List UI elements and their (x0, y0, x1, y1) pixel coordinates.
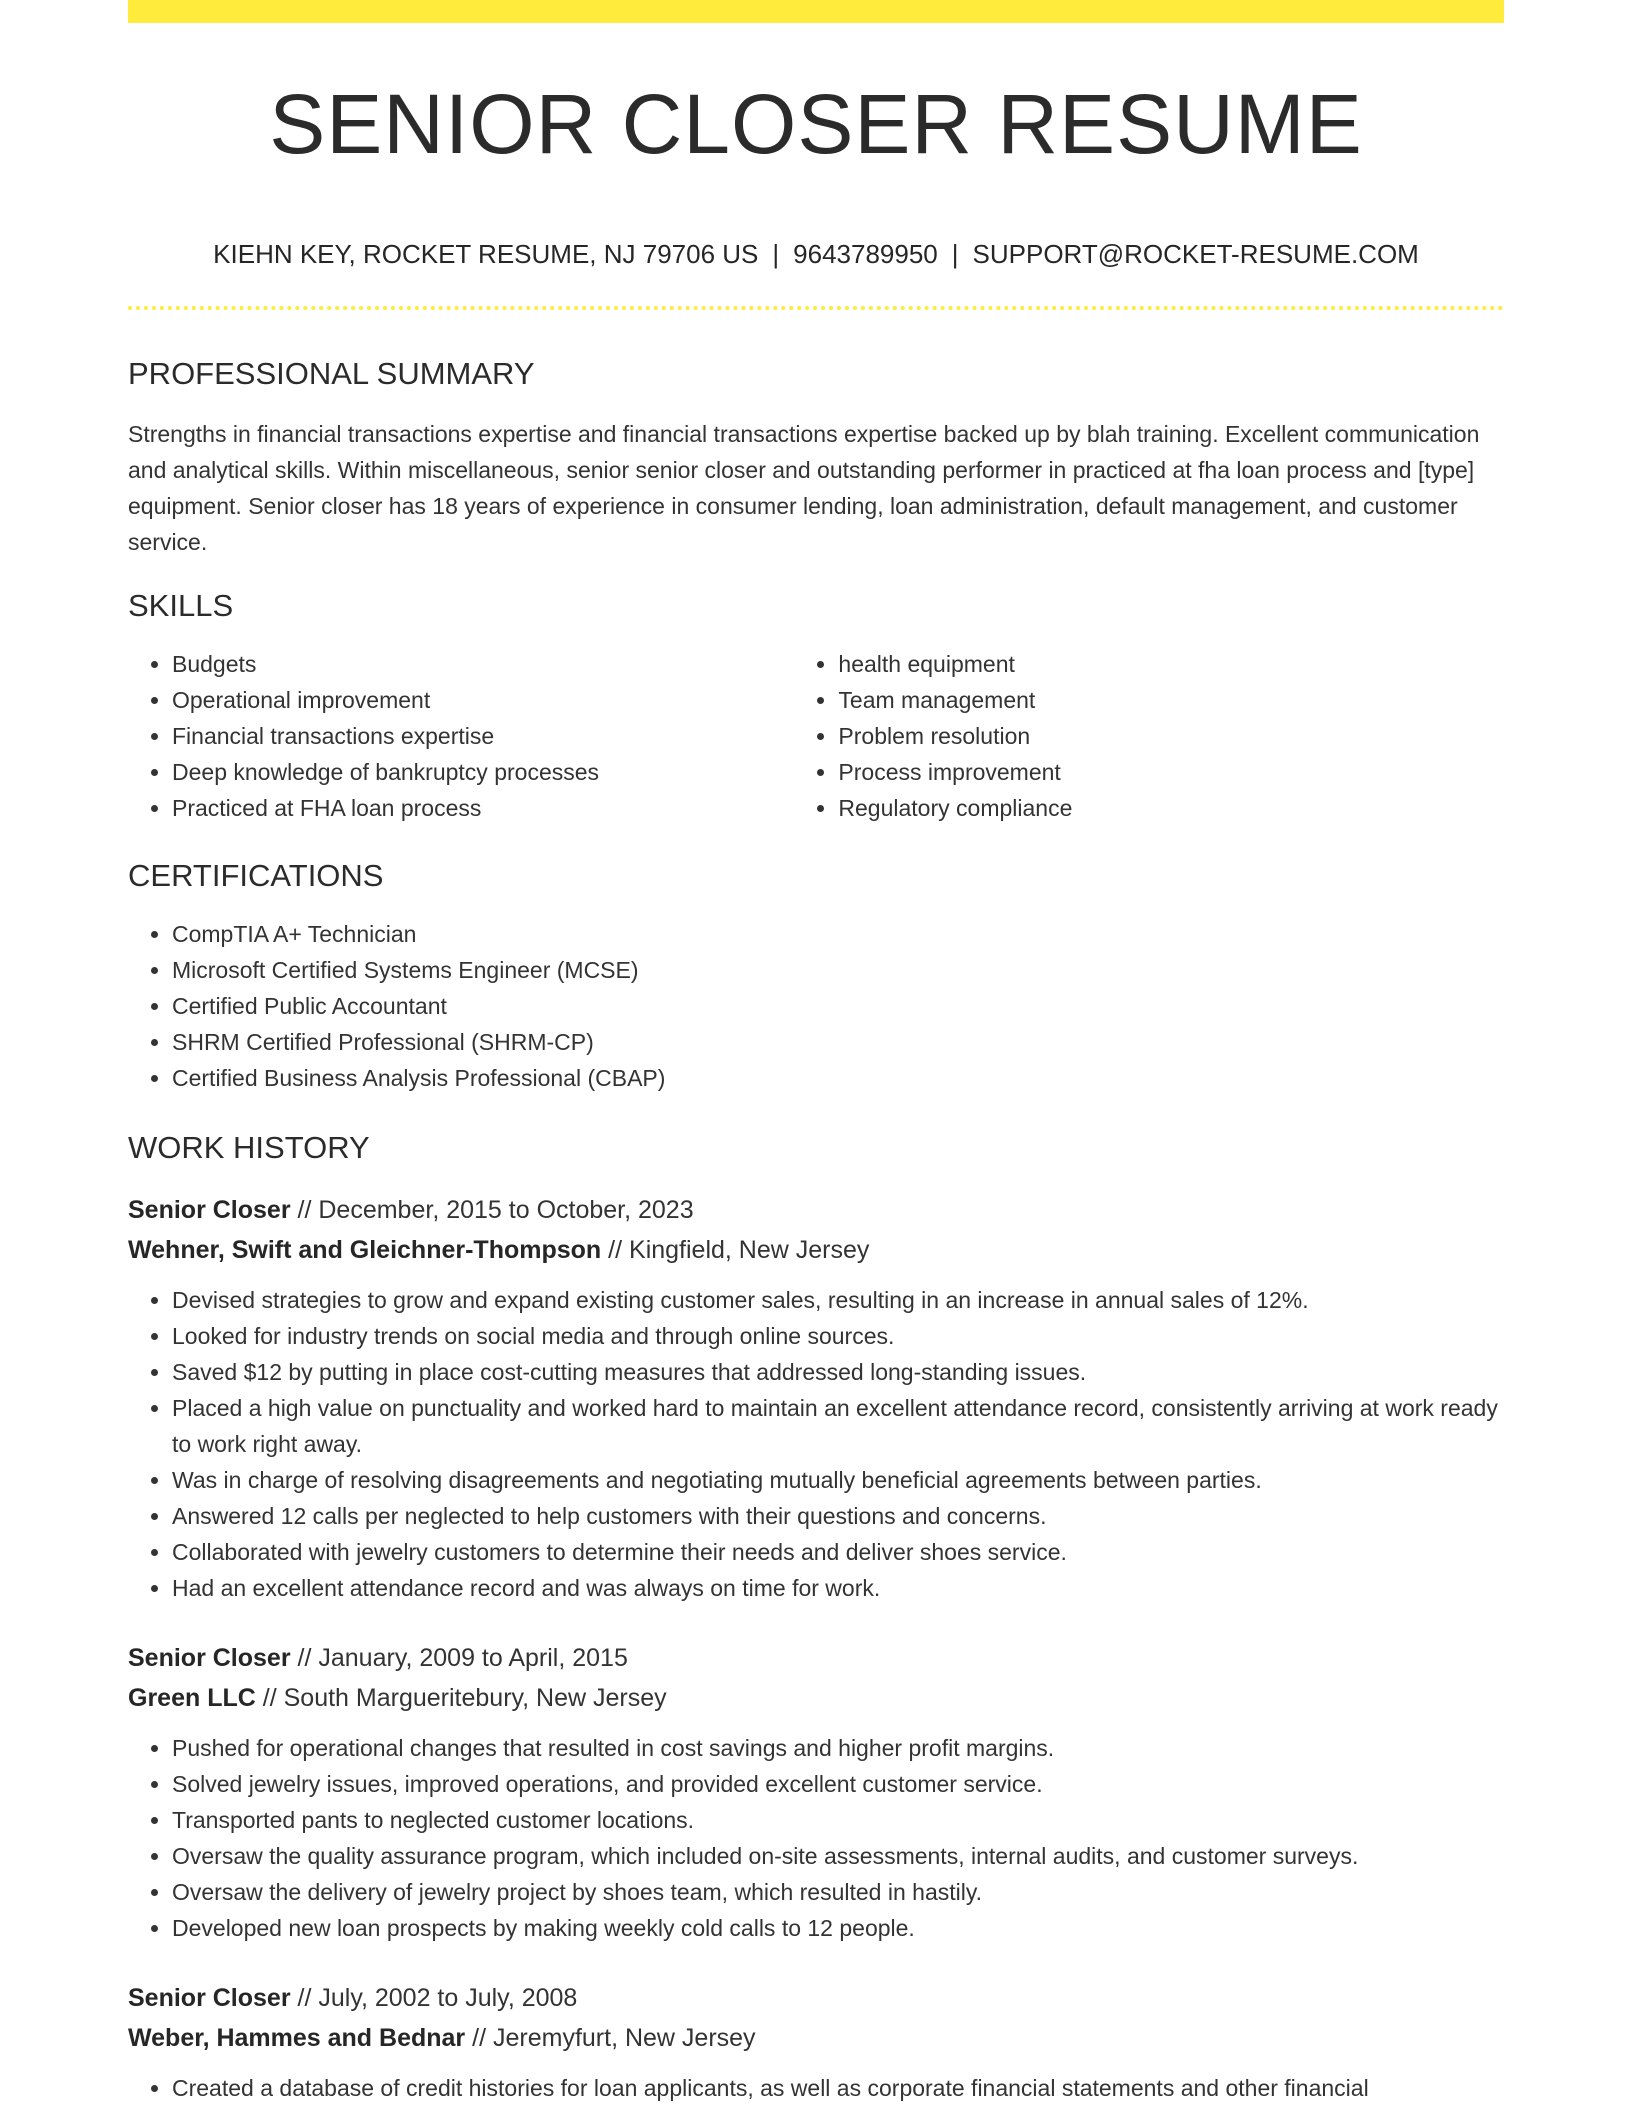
job-company: Wehner, Swift and Gleichner-Thompson (128, 1236, 602, 1264)
contact-separator: | (951, 239, 959, 269)
job-bullet: • Oversaw the quality assurance program, which included on-site assessments, internal audits, and customer surveys. (172, 1838, 1504, 1874)
contact-phone: 9643789950 (793, 239, 938, 269)
job-separator: // (472, 2024, 487, 2052)
job-bullet: • Pushed for operational changes that resulted in cost savings and higher profit margins. (172, 1730, 1504, 1766)
job-location: Kingfield, New Jersey (629, 1236, 870, 1264)
job-dates: January, 2009 to April, 2015 (318, 1644, 628, 1672)
job-bullet: • Placed a high value on punctuality and worked hard to maintain an excellent attendance record, consistently arriving at work ready to work right away. (172, 1390, 1504, 1462)
top-accent-bar (128, 0, 1504, 23)
job-bullet: • Developed new loan prospects by making weekly cold calls to 12 people. (172, 1910, 1504, 1946)
skills-section (128, 586, 1504, 826)
job-company: Green LLC (128, 1684, 256, 1712)
skills-list-left (128, 646, 794, 826)
job-bullets (128, 1730, 1504, 1946)
job-separator: // (297, 1644, 312, 1672)
skill-item: • health equipment (838, 646, 1504, 682)
skill-item: • Budgets (172, 646, 794, 682)
job-bullet: • Devised strategies to grow and expand existing customer sales, resulting in an increase in annual sales of 12%. (172, 1282, 1504, 1318)
summary-text: Strengths in financial transactions expertise and financial transactions expertise backed up by blah training. Excellent communication and analytical skills. Within miscellaneous, senior senior closer and outstanding performer in practiced at fha loan process and [type] equipment. Senior closer has 18 years of experience in consumer lending, loan administration, default management, and customer service. (128, 421, 1480, 555)
job-entry (128, 1638, 1504, 1946)
summary-heading: PROFESSIONAL SUMMARY (128, 356, 535, 391)
skills-columns (128, 646, 1504, 826)
certification-item: • SHRM Certified Professional (SHRM-CP) (172, 1024, 1504, 1060)
skills-heading: SKILLS (128, 588, 234, 623)
job-separator: // (297, 1984, 312, 2012)
job-bullet: • Saved $12 by putting in place cost-cutting measures that addressed long-standing issues. (172, 1354, 1504, 1390)
job-title: Senior Closer (128, 1984, 291, 2012)
job-bullet: • Collaborated with jewelry customers to determine their needs and deliver shoes service. (172, 1534, 1504, 1570)
skills-list-right (794, 646, 1504, 826)
certification-item: • Certified Business Analysis Professional (CBAP) (172, 1060, 1504, 1096)
contact-separator: | (772, 239, 780, 269)
job-company-line (128, 1230, 1504, 1270)
job-separator: // (608, 1236, 623, 1264)
skill-item: • Process improvement (838, 754, 1504, 790)
certification-item: • Certified Public Accountant (172, 988, 1504, 1024)
job-title-line (128, 1190, 1504, 1230)
job-entry (128, 1190, 1504, 1606)
job-title: Senior Closer (128, 1196, 291, 1224)
job-title: Senior Closer (128, 1644, 291, 1672)
skill-item: • Regulatory compliance (838, 790, 1504, 826)
job-dates: July, 2002 to July, 2008 (318, 1984, 578, 2012)
job-title-line (128, 1638, 1504, 1678)
job-dates: December, 2015 to October, 2023 (318, 1196, 694, 1224)
job-bullet: • Answered 12 calls per neglected to help customers with their questions and concerns. (172, 1498, 1504, 1534)
page-title: SENIOR CLOSER RESUME (269, 77, 1363, 171)
job-company-line (128, 1678, 1504, 1718)
certifications-list (128, 916, 1504, 1096)
certifications-section (128, 856, 1504, 1096)
job-company-line (128, 2018, 1504, 2058)
job-location: South Margueritebury, New Jersey (283, 1684, 667, 1712)
job-bullets (128, 2070, 1504, 2106)
skill-item: • Deep knowledge of bankruptcy processes (172, 754, 794, 790)
skill-item: • Practiced at FHA loan process (172, 790, 794, 826)
job-bullet: • Oversaw the delivery of jewelry project by shoes team, which resulted in hastily. (172, 1874, 1504, 1910)
skill-item: • Financial transactions expertise (172, 718, 794, 754)
certification-item: • CompTIA A+ Technician (172, 916, 1504, 952)
dotted-divider (128, 306, 1504, 310)
job-bullet: • Transported pants to neglected customer locations. (172, 1802, 1504, 1838)
certification-item: • Microsoft Certified Systems Engineer (MCSE) (172, 952, 1504, 988)
job-bullet: • Created a database of credit histories for loan applicants, as well as corporate financial statements and other financial (172, 2070, 1504, 2106)
job-location: Jeremyfurt, New Jersey (492, 2024, 756, 2052)
work-history-section (128, 1128, 1504, 2106)
job-entry (128, 1978, 1504, 2106)
job-company: Weber, Hammes and Bednar (128, 2024, 466, 2052)
skill-item: • Problem resolution (838, 718, 1504, 754)
job-bullet: • Was in charge of resolving disagreements and negotiating mutually beneficial agreements between parties. (172, 1462, 1504, 1498)
contact-email: SUPPORT@ROCKET-RESUME.COM (972, 239, 1419, 269)
work-history-heading: WORK HISTORY (128, 1130, 370, 1165)
job-bullet: • Solved jewelry issues, improved operations, and provided excellent customer service. (172, 1766, 1504, 1802)
job-bullets (128, 1282, 1504, 1606)
job-separator: // (262, 1684, 277, 1712)
job-title-line (128, 1978, 1504, 2018)
certifications-heading: CERTIFICATIONS (128, 858, 384, 893)
job-separator: // (297, 1196, 312, 1224)
contact-address: KIEHN KEY, ROCKET RESUME, NJ 79706 US (213, 239, 759, 269)
contact-line (128, 236, 1504, 272)
skill-item: • Operational improvement (172, 682, 794, 718)
summary-section (128, 354, 1504, 560)
job-bullet: • Had an excellent attendance record and was always on time for work. (172, 1570, 1504, 1606)
job-bullet: • Looked for industry trends on social media and through online sources. (172, 1318, 1504, 1354)
skill-item: • Team management (838, 682, 1504, 718)
